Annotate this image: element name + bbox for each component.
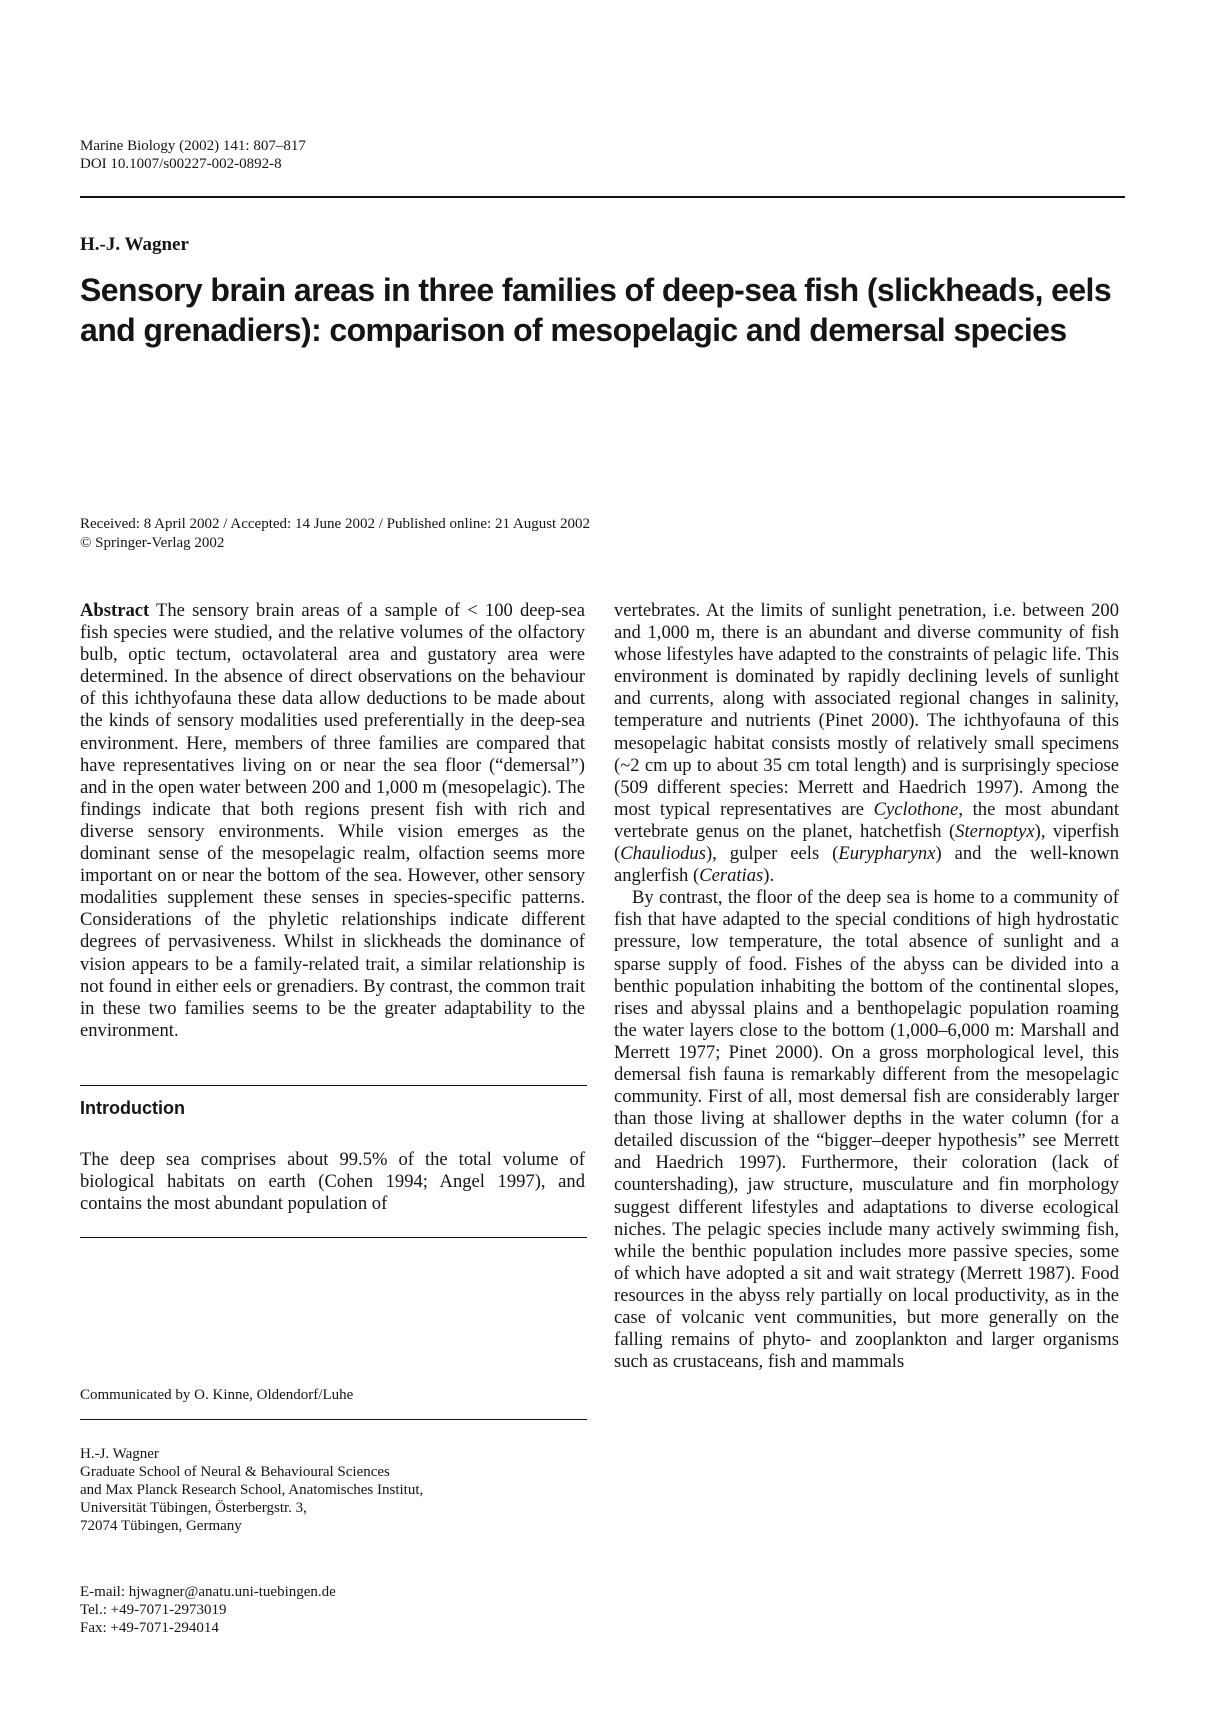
author-address <box>80 1445 423 1535</box>
section-rule <box>80 1085 587 1086</box>
genus-cyclothone: Cyclothone <box>873 798 959 820</box>
author-name: H.-J. Wagner <box>80 234 189 255</box>
address-line: Graduate School of Neural & Behavioural Sciences <box>80 1464 390 1480</box>
abstract-label: Abstract <box>80 600 150 621</box>
journal-header <box>80 137 306 173</box>
article-title: Sensory brain areas in three families of deep-sea fish (slickheads, eels and grenadiers): comparison of mesopelagic and demersal species <box>80 272 1112 348</box>
journal-doi: DOI 10.1007/s00227-002-0892-8 <box>80 156 282 172</box>
publication-dates <box>80 515 590 553</box>
intro-paragraph-2: By contrast, the floor of the deep sea is home to a community of fish that have adapted to the special conditions of high hydrostatic pressure, low temperature, the total absence of sunlight and a sparse supply of food. Fishes of the abyss can be divided into a benthic population inhabiting the bottom of the continental slopes, rises and abyssal plains and a benthopelagic population roaming the water layers close to the bottom (1,000–6,000 m: Marshall and Merrett 1977; Pinet 2000). On a gross morphological level, this demersal fish fauna is remarkably different from the mesopelagic community. First of all, most demersal fish are considerably larger than those living at shallower depths in the water column (for a detailed discussion of the “bigger–deeper hypothesis” see Merrett and Haedrich 1997). Furthermore, their coloration (lack of countershading), jaw structure, musculature and fin morphology suggest different lifestyles and adaptations to diverse ecological niches. The pelagic species include many actively swimming fish, while the benthic population includes more passive species, some of which have adopted a sit and wait strategy (Merrett 1987). Food resources in the abyss rely partially on local productivity, as in the case of volcanic vent communities, but more generally on the falling remains of phyto- and zooplankton and larger organisms such as crustaceans, fish and mammals <box>614 887 1119 1373</box>
footnote-rule-top <box>80 1237 587 1238</box>
header-rule <box>80 196 1125 198</box>
right-column <box>614 600 1119 1373</box>
fax-line: Fax: +49-7071-294014 <box>80 1620 219 1636</box>
genus-chauliodus: Chauliodus <box>620 843 706 865</box>
section-heading-introduction: Introduction <box>80 1098 185 1118</box>
tel-line: Tel.: +49-7071-2973019 <box>80 1602 227 1618</box>
publication-history: Received: 8 April 2002 / Accepted: 14 June 2002 / Published online: 21 August 2002 <box>80 516 590 532</box>
abstract-text: The sensory brain areas of a sample of < 100 deep-sea fish species were studied, and the relative volumes of the olfactory bulb, optic tectum, octavolateral area and gustatory area were determined. In the absence of direct observations on the behaviour of this ichthyofauna these data allow deductions to be made about the kinds of sensory modalities used preferentially in the deep-sea environment. Here, members of three families are compared that have representatives living on or near the sea floor (“demersal”) and in the open water between 200 and 1,000 m (mesopelagic). The findings indicate that both regions present fish with rich and diverse sensory environments. While vision emerges as the dominant sense of the mesopelagic realm, olfaction seems more important on or near the bottom of the sea. However, other sensory modalities supplement these senses in species-specific patterns. Considerations of the phyletic relationships indicate different degrees of pervasiveness. Whilst in slickheads the dominance of vision appears to be a family-related trait, a similar relationship is not found in either eels or grenadiers. By contrast, the common trait in these two families seems to be the greater adaptability to the environment. <box>80 600 585 1041</box>
communicated-by: Communicated by O. Kinne, Oldendorf/Luhe <box>80 1387 354 1403</box>
address-line: 72074 Tübingen, Germany <box>80 1518 242 1534</box>
author-contact <box>80 1583 336 1637</box>
address-line: Universität Tübingen, Österbergstr. 3, <box>80 1500 307 1516</box>
genus-ceratias: Ceratias <box>699 865 764 887</box>
copyright-notice: © Springer-Verlag 2002 <box>80 535 225 551</box>
abstract-paragraph <box>80 600 585 1042</box>
intro-paragraph-1-continued: vertebrates. At the limits of sunlight penetration, i.e. between 200 and 1,000 m, there is an abundant and diverse community of fish whose lifestyles have adapted to the constraints of pelagic life. This environment is dominated by rapidly declining levels of sunlight and currents, along with associated regional changes in salinity, temperature and nutrients (Pinet 2000). The ichthyofauna of this mesopelagic habitat consists mostly of relatively small specimens (~2 cm up to about 35 cm total length) and is surprisingly speciose (509 different species: Merrett and Haedrich 1997). Among the most typical representatives are Cyclothone, the most abundant vertebrate genus on the planet, hatchetfish (Sternoptyx), viperfish (Chauliodus), gulper eels (Eurypharynx) and the well-known anglerfish (Ceratias). <box>614 600 1119 887</box>
footnote-rule-bottom <box>80 1419 587 1420</box>
journal-citation: Marine Biology (2002) 141: 807–817 <box>80 138 306 154</box>
intro-paragraph-1: The deep sea comprises about 99.5% of the total volume of biological habitats on earth (Cohen 1994; Angel 1997), and contains the most abundant population of <box>80 1149 585 1215</box>
abstract-block <box>80 600 585 1042</box>
genus-eurypharynx: Eurypharynx <box>838 843 936 865</box>
address-line: and Max Planck Research School, Anatomisches Institut, <box>80 1482 424 1498</box>
address-line: H.-J. Wagner <box>80 1446 159 1462</box>
genus-sternoptyx: Sternoptyx <box>955 820 1035 842</box>
email-line: E-mail: hjwagner@anatu.uni-tuebingen.de <box>80 1584 336 1600</box>
